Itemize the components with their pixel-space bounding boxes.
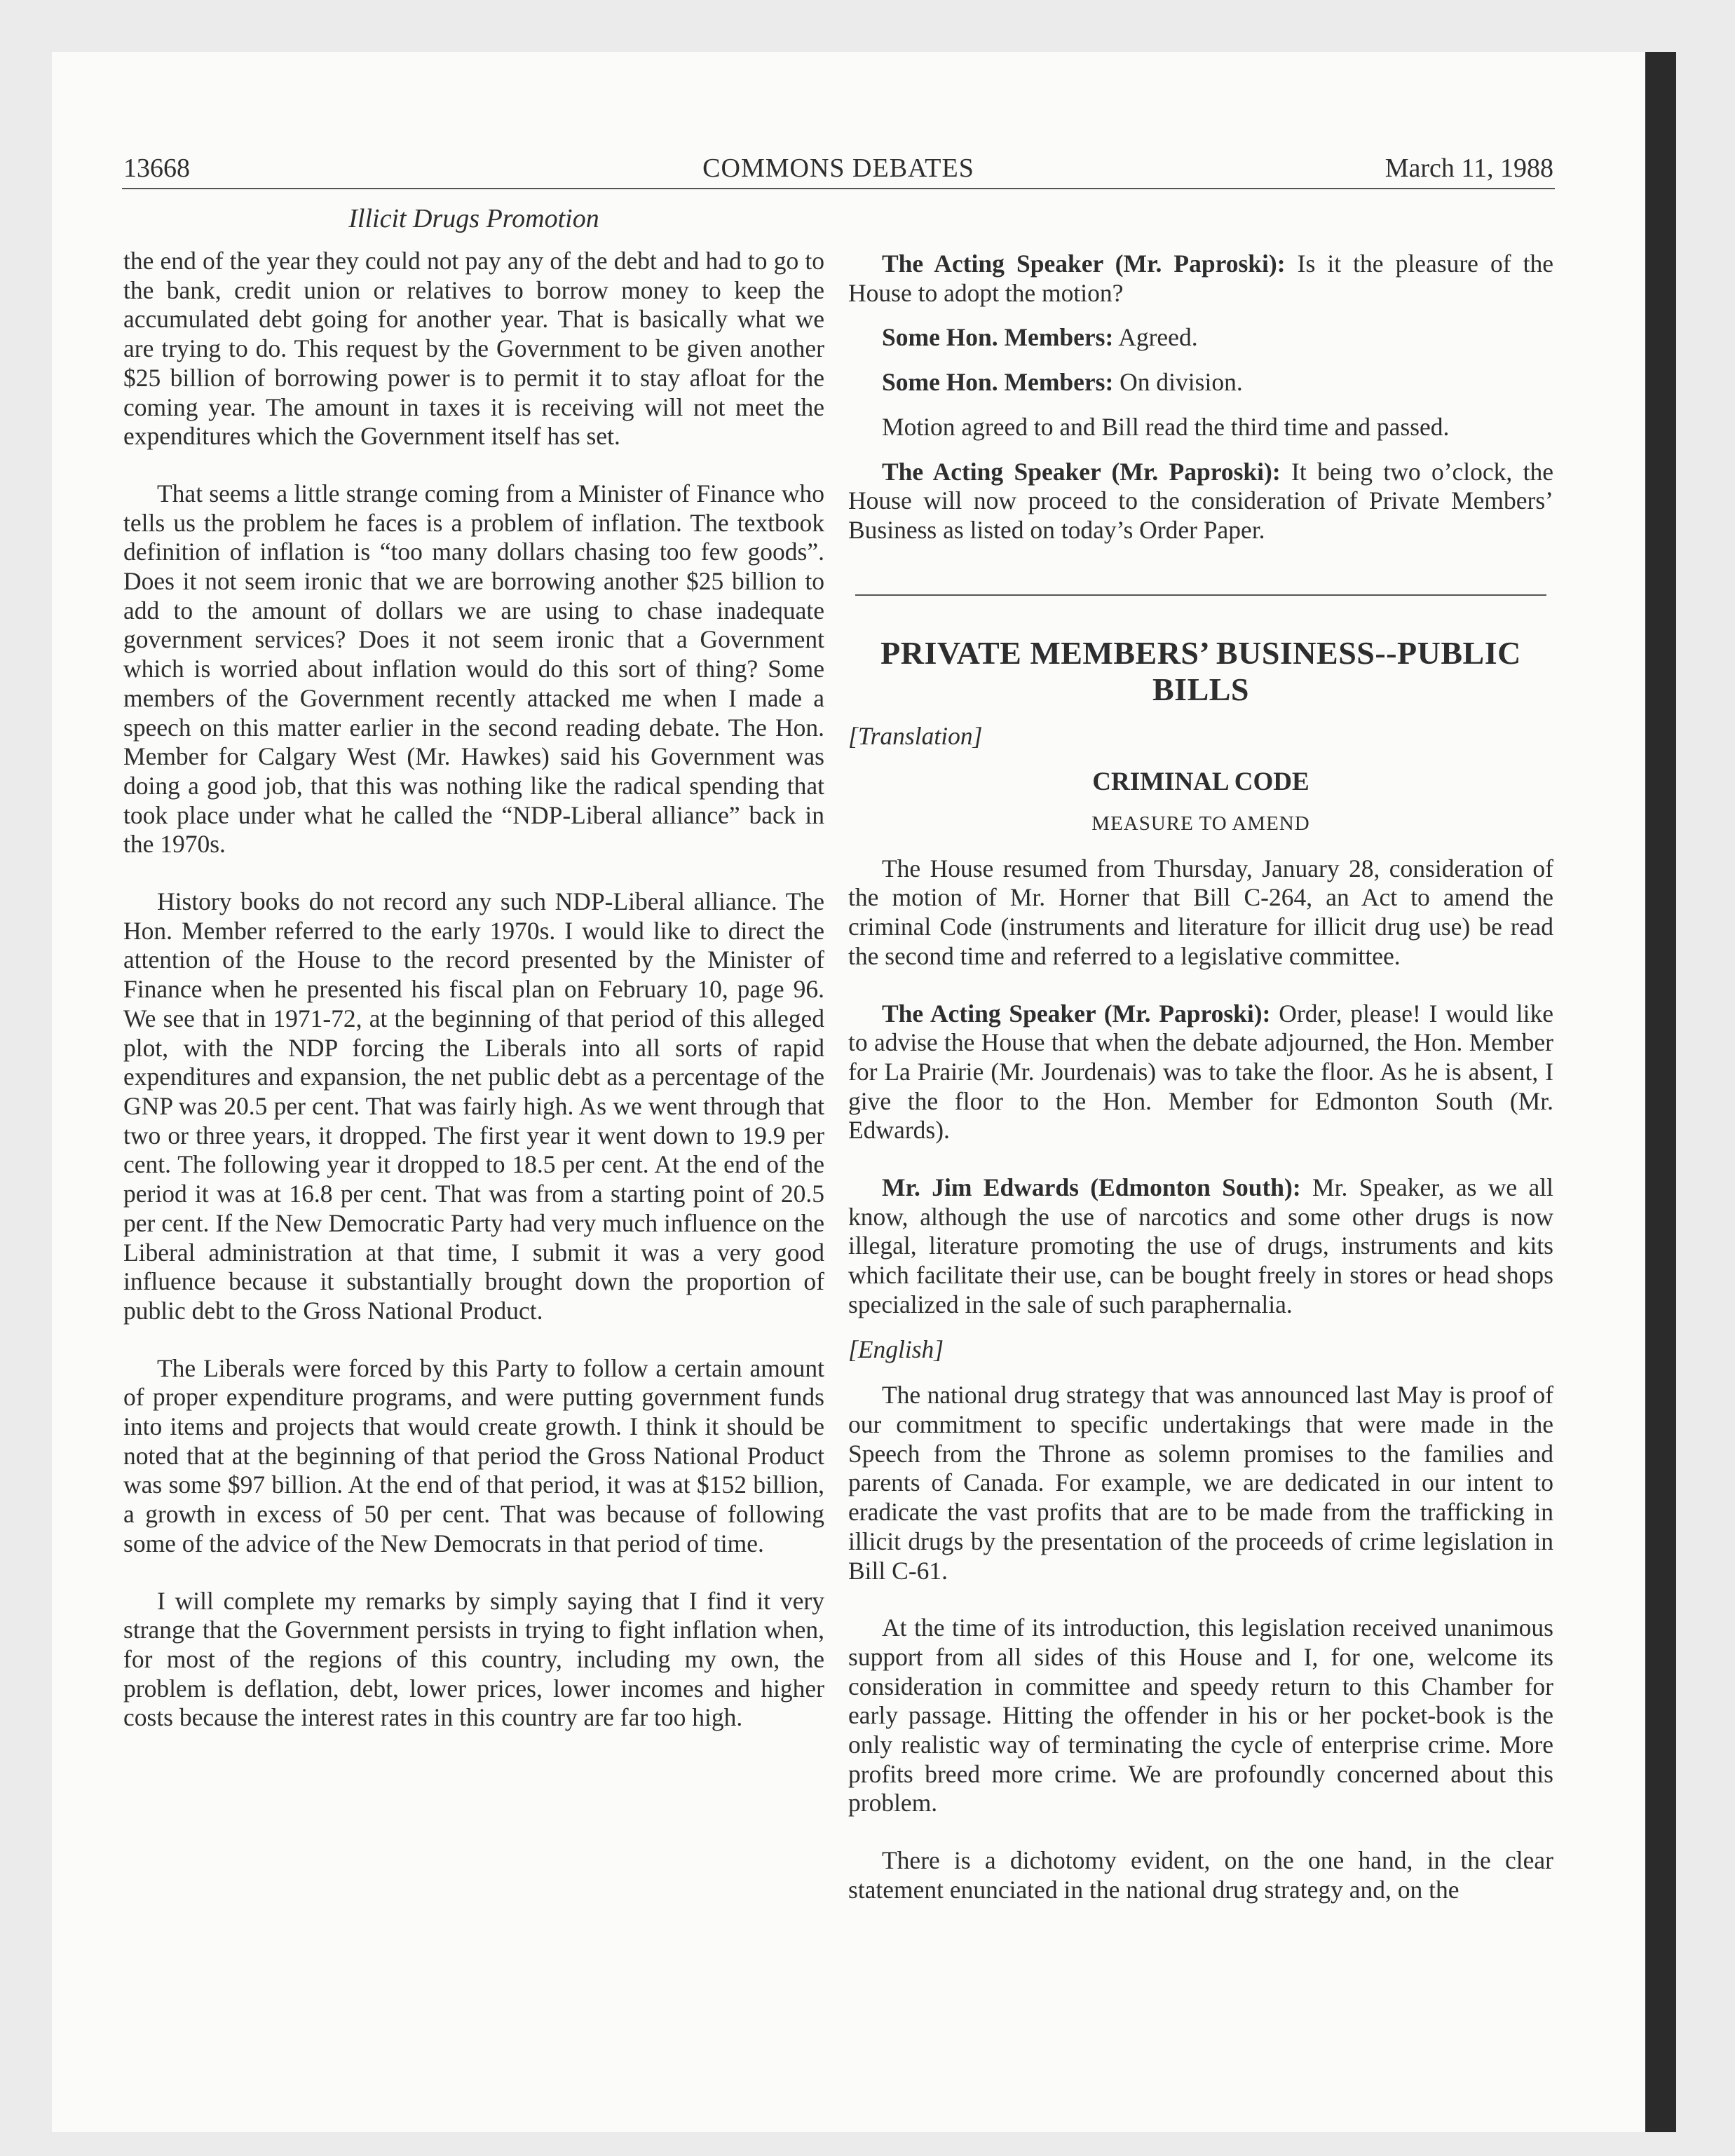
- speaker-name: Some Hon. Members:: [882, 323, 1114, 352]
- language-tag: [English]: [848, 1335, 944, 1363]
- speaker-name: Mr. Jim Edwards (Edmonton South):: [882, 1173, 1301, 1202]
- page-date: March 11, 1988: [1384, 153, 1553, 183]
- speech-text: Agreed.: [1118, 323, 1198, 352]
- translation-tag: [Translation]: [848, 721, 983, 750]
- section-divider: [855, 594, 1546, 596]
- speaker-name: The Acting Speaker (Mr. Paproski):: [882, 999, 1271, 1028]
- paragraph: History books do not record any such NDP-Liberal alliance. The Hon. Member referred to the early 1970s. I would like to direct the attention of the House to the record presented by the Minister of Finance when he presented his fiscal plan on February 10, page 96. We see that in 1971-72, at the beginning of that period of this alleged plot, with the NDP forcing the Liberals into all sorts of rapid expenditures and expansion, the net public debt as a percentage of the GNP was 20.5 per cent. That was fairly high. As we went through that two or three years, it dropped. The first year it went down to 19.9 per cent. The following year it dropped to 18.5 per cent. At the end of the period it was at 16.8 per cent. That was from a starting point of 20.5 per cent. If the New Democratic Party had very much influence on the Liberal administration at that time, I submit it was a very good influence because it substantially brought down the proportion of public debt to the Gross National Product.: [123, 887, 824, 1325]
- speech-text: Mr. Speaker, as we all know, although the use of narcotics and some other drugs is now illegal, literature promoting the use of drugs, instruments and kits which facilitate their use, can be bought freely in stores or head shops specialized in the sale of such paraphernalia.: [848, 1173, 1554, 1318]
- speech-paragraph: [848, 368, 1553, 397]
- paragraph: the end of the year they could not pay any of the debt and had to go to the bank, credit union or relatives to borrow money to keep the accumulated debt going for another year. That is basically what we are trying to do. This request by the Government to be given another $25 billion of borrowing power is to permit it to stay afloat for the coming year. The amount in taxes it is receiving will not meet the expenditures which the Government itself has set.: [123, 247, 824, 451]
- paragraph: The national drug strategy that was announced last May is proof of our commitment to specific undertakings that were made in the Speech from the Throne as solemn promises to the families and parents of Canada. For example, we are dedicated in our intent to eradicate the vast profits that are to be made from the trafficking in illicit drugs by the presentation of the proceeds of crime legislation in Bill C-61.: [848, 1381, 1553, 1585]
- paragraph: I will complete my remarks by simply saying that I find it very strange that the Government persists in trying to fight inflation when, for most of the regions of this country, including my own, the problem is deflation, debt, lower prices, lower incomes and higher costs because the interest rates in this country are far too high.: [123, 1586, 824, 1732]
- publication-title: COMMONS DEBATES: [702, 153, 974, 183]
- running-subheading: Illicit Drugs Promotion: [348, 204, 599, 233]
- speech-text: Order, please! I would like to advise the House that when the debate adjourned, the Hon. Member for La Prairie (Mr. Jourdenais) was to take the floor. As he is absent, I give the floor to the Hon. Member for Edmonton South (Mr. Edwards).: [848, 999, 1554, 1145]
- scan-edge-bar: [1645, 52, 1676, 2132]
- motion-result: Motion agreed to and Bill read the third time and passed.: [882, 412, 1450, 441]
- left-column: [123, 247, 824, 1761]
- paragraph: At the time of its introduction, this legislation received unanimous support from all sides of this House and I, for one, welcome its consideration in committee and speedy return to this Chamber for early passage. Hitting the offender in his or her pocket-book is the only realistic way of terminating the cycle of enterprise crime. More profits breed more crime. We are profoundly concerned about this problem.: [848, 1613, 1553, 1817]
- page-header: [123, 153, 1553, 188]
- section-title: PRIVATE MEMBERS’ BUSINESS--PUBLIC BILLS: [880, 634, 1521, 707]
- paragraph: The House resumed from Thursday, January 28, consideration of the motion of Mr. Horner that Bill C-264, an Act to amend the criminal Code (instruments and literature for illicit drug use) be read the second time and referred to a legislative committee.: [848, 854, 1553, 970]
- speaker-name: The Acting Speaker (Mr. Paproski):: [882, 457, 1281, 486]
- bill-title: CRIMINAL CODE: [1092, 767, 1309, 797]
- paragraph: There is a dichotomy evident, on the one hand, in the clear statement enunciated in the national drug strategy and, on the: [848, 1846, 1553, 1904]
- speech-text: On division.: [1120, 368, 1243, 397]
- speech-text: Is it the pleasure of the House to adopt the motion?: [848, 250, 1553, 307]
- speaker-name: Some Hon. Members:: [882, 368, 1114, 397]
- page-number: 13668: [123, 153, 190, 183]
- speech-paragraph: [848, 458, 1553, 545]
- bill-subtitle: MEASURE TO AMEND: [1091, 812, 1310, 835]
- paragraph: That seems a little strange coming from a Minister of Finance who tells us the problem he faces is a problem of inflation. The textbook definition of inflation is “too many dollars chasing too few goods”. Does it not seem ironic that we are borrowing another $25 billion to add to the amount of dollars we are using to chase inadequate government services? Does it not seem ironic that a Government which is worried about inflation would do this sort of thing? Some members of the Government recently attacked me when I made a speech on this matter earlier in the second reading debate. The Hon. Member for Calgary West (Mr. Hawkes) said his Government was doing a good job, that this was nothing like the radical spending that took place under what he called the “NDP-Liberal alliance” back in the 1970s.: [123, 479, 824, 859]
- speech-paragraph: [848, 323, 1553, 353]
- speech-paragraph: [848, 1173, 1553, 1320]
- right-column: [848, 250, 1553, 1933]
- speech-text: It being two o’clock, the House will now proceed to the consideration of Private Members’ Business as listed on today’s Order Paper.: [848, 457, 1554, 544]
- paragraph: The Liberals were forced by this Party to follow a certain amount of proper expenditure programs, and were putting government funds into items and projects that would create growth. I think it should be noted that at the beginning of that period the Gross National Product was some $97 billion. At the end of that period, it was at $152 billion, a growth in excess of 50 per cent. That was because of following some of the advice of the New Democrats in that period of time.: [123, 1353, 824, 1557]
- speaker-name: The Acting Speaker (Mr. Paproski):: [882, 250, 1286, 278]
- header-rule: [122, 188, 1555, 189]
- speech-paragraph: [848, 250, 1553, 308]
- speech-paragraph: [848, 999, 1553, 1146]
